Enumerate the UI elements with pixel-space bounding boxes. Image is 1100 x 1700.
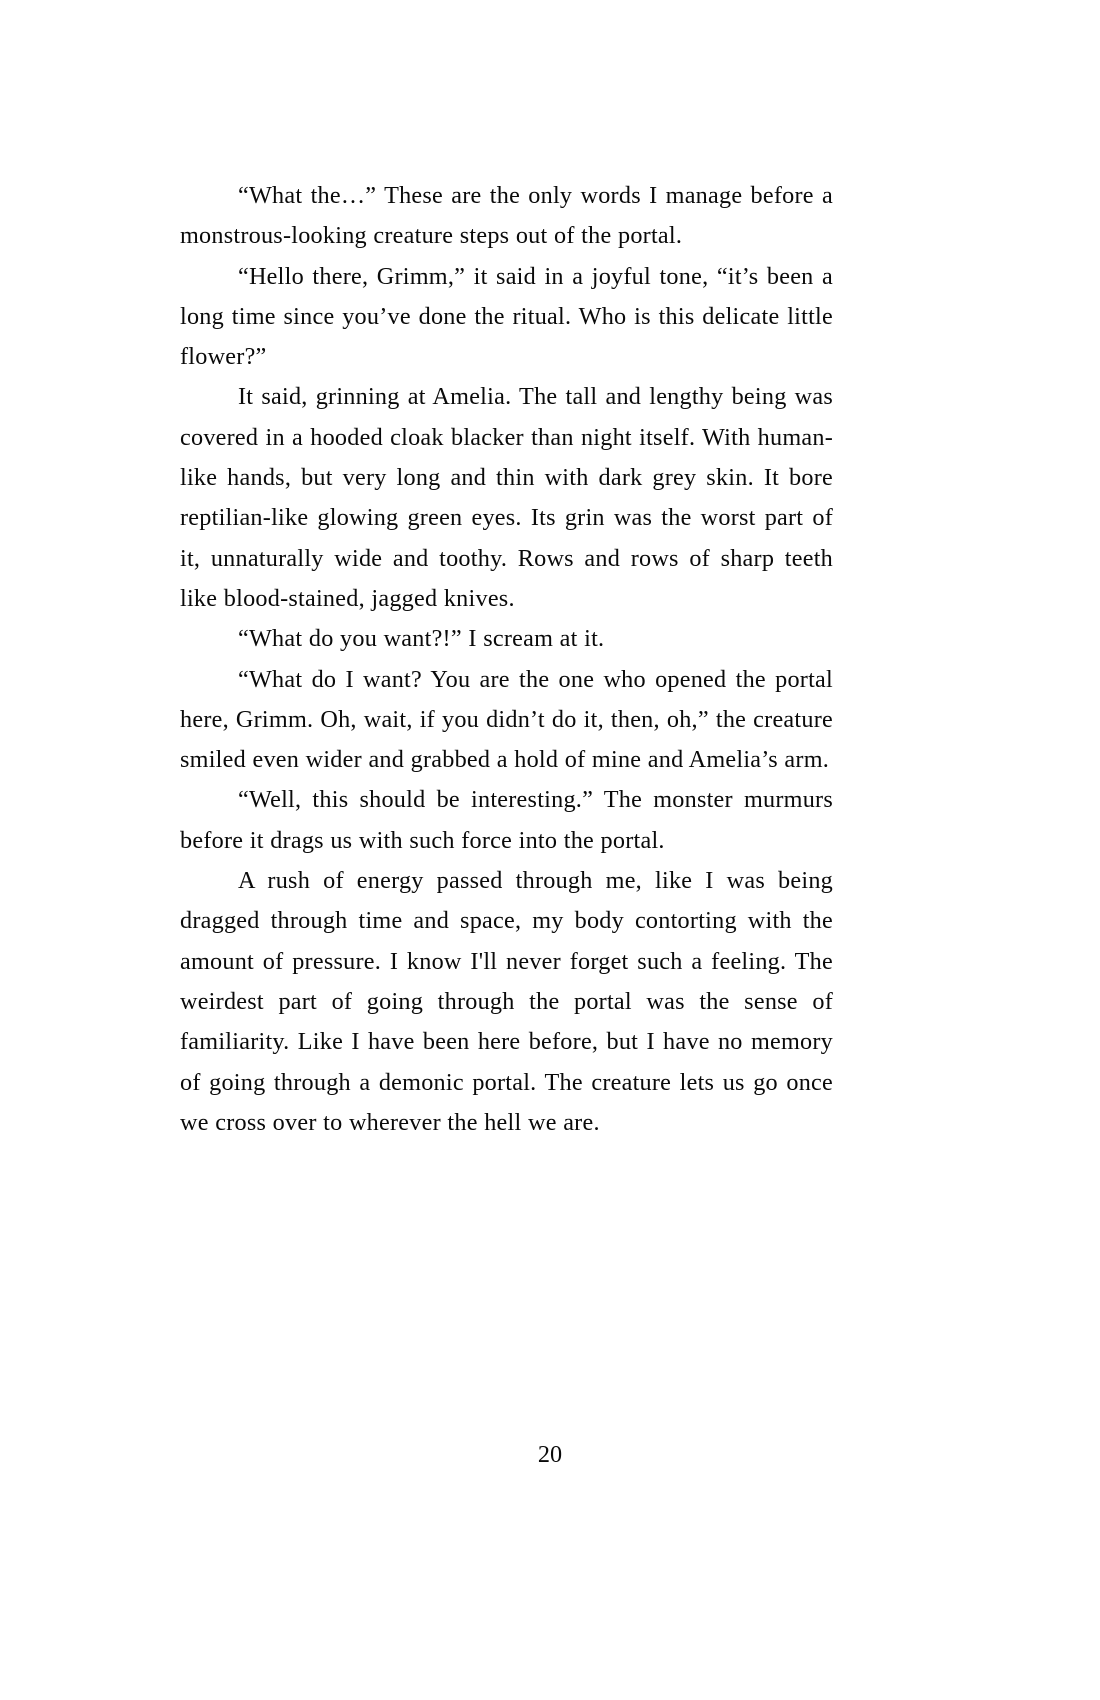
page-number: 20	[537, 1441, 563, 1468]
paragraph: “Hello there, Grimm,” it said in a joyful tone, “it’s been a long time since you’ve done the ritual. Who is this delicate little flower?”	[180, 262, 833, 371]
paragraph: It said, grinning at Amelia. The tall and lengthy being was covered in a hooded cloak blacker than night itself. With human-like hands, but very long and thin with dark grey skin. It bore reptilian-like glowing green eyes. Its grin was the worst part of it, unnaturally wide and toothy. Rows and rows of sharp teeth like blood-stained, jagged knives.	[180, 383, 833, 612]
paragraph: “What do I want? You are the one who opened the portal here, Grimm. Oh, wait, if you didn’t do it, then, oh,” the creature smiled even wider and grabbed a hold of mine and Amelia’s arm.	[180, 665, 833, 774]
paragraph: “What do you want?!” I scream at it.	[238, 625, 605, 653]
paragraph: A rush of energy passed through me, like I was being dragged through time and space, my body contorting with the amount of pressure. I know I'll never forget such a feeling. The weirdest part of going through the portal was the sense of familiarity. Like I have been here before, but I have no memory of going through a demonic portal. The creature lets us go once we cross over to wherever the hell we are.	[180, 867, 833, 1136]
paragraph: “What the…” These are the only words I manage before a monstrous-looking creature steps out of the portal.	[180, 182, 833, 250]
paragraph: “Well, this should be interesting.” The monster murmurs before it drags us with such force into the portal.	[180, 786, 833, 854]
body-text-block	[180, 176, 833, 1143]
